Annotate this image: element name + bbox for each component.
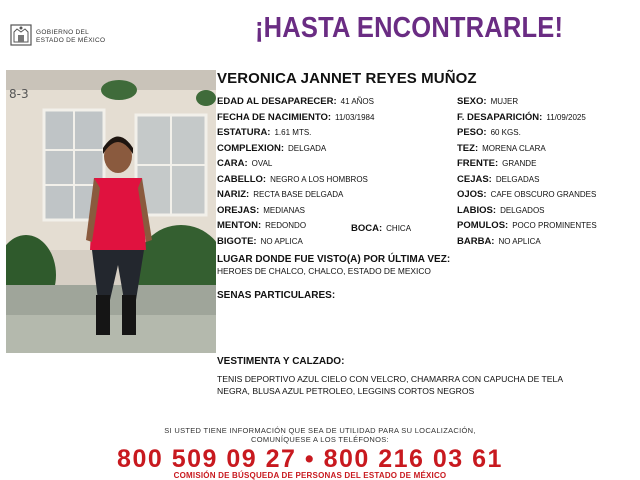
footer-note-line1: SI USTED TIENE INFORMACIÓN QUE SEA DE UTILIDAD PARA SU LOCALIZACIÓN,	[164, 426, 476, 435]
house-number-sign: 8-3	[9, 87, 29, 101]
field-sex: SEXO: MUJER	[457, 96, 519, 107]
field-forehead: FRENTE: GRANDE	[457, 158, 537, 169]
clothing-label: VESTIMENTA Y CALZADO:	[217, 356, 345, 367]
field-mustache: BIGOTE: NO APLICA	[217, 236, 303, 247]
missing-person-photo	[6, 70, 216, 353]
field-beard: BARBA: NO APLICA	[457, 236, 541, 247]
field-disappearance-date: F. DESAPARICIÓN: 11/09/2025	[457, 112, 586, 123]
field-chin: MENTON: REDONDO	[217, 220, 307, 231]
government-logo	[8, 22, 118, 48]
gov-name-line1: GOBIERNO DEL	[36, 29, 90, 36]
field-cheekbones: POMULOS: POCO PROMINENTES	[457, 220, 597, 231]
clothing-line1: TENIS DEPORTIVO AZUL CIELO CON VELCRO, CHAMARRA CON CAPUCHA DE TELA	[217, 374, 564, 384]
field-complexion: TEZ: MORENA CLARA	[457, 143, 546, 154]
particular-marks-label: SENAS PARTICULARES:	[217, 290, 336, 301]
field-eyebrows: CEJAS: DELGADAS	[457, 174, 540, 185]
person-name: VERONICA JANNET REYES MUÑOZ	[217, 70, 477, 87]
field-height: ESTATURA: 1.61 MTS.	[217, 127, 312, 138]
field-build: COMPLEXION: DELGADA	[217, 143, 327, 154]
last-seen-value: HEROES DE CHALCO, CHALCO, ESTADO DE MEXICO	[217, 266, 431, 276]
headline: ¡HASTA ENCONTRARLE!	[255, 12, 564, 44]
field-age: EDAD AL DESAPARECER: 41 AÑOS	[217, 96, 374, 107]
field-weight: PESO: 60 KGS.	[457, 127, 521, 138]
gov-name-line2: ESTADO DE MÉXICO	[36, 37, 106, 44]
contact-phones: 800 509 09 27 • 800 216 03 61	[117, 445, 503, 473]
commission-name: COMISIÓN DE BÚSQUEDA DE PERSONAS DEL ESTADO DE MÉXICO	[173, 471, 447, 480]
field-ears: OREJAS: MEDIANAS	[217, 205, 306, 216]
field-lips: LABIOS: DELGADOS	[457, 205, 545, 216]
last-seen-label: LUGAR DONDE FUE VISTO(A) POR ÚLTIMA VEZ:	[217, 254, 451, 265]
field-birthdate: FECHA DE NACIMIENTO: 11/03/1984	[217, 112, 375, 123]
field-mouth: BOCA: CHICA	[351, 223, 412, 234]
footer-note-line2: COMUNÍQUESE A LOS TELÉFONOS:	[251, 435, 389, 444]
field-eyes: OJOS: CAFE OBSCURO GRANDES	[457, 189, 597, 200]
field-nose: NARIZ: RECTA BASE DELGADA	[217, 189, 344, 200]
field-hair: CABELLO: NEGRO A LOS HOMBROS	[217, 174, 368, 185]
field-face: CARA: OVAL	[217, 158, 273, 169]
state-emblem-icon	[8, 22, 34, 48]
clothing-line2: NEGRA, BLUSA AZUL PETROLEO, LEGGINS CORTOS NEGROS	[217, 386, 475, 396]
